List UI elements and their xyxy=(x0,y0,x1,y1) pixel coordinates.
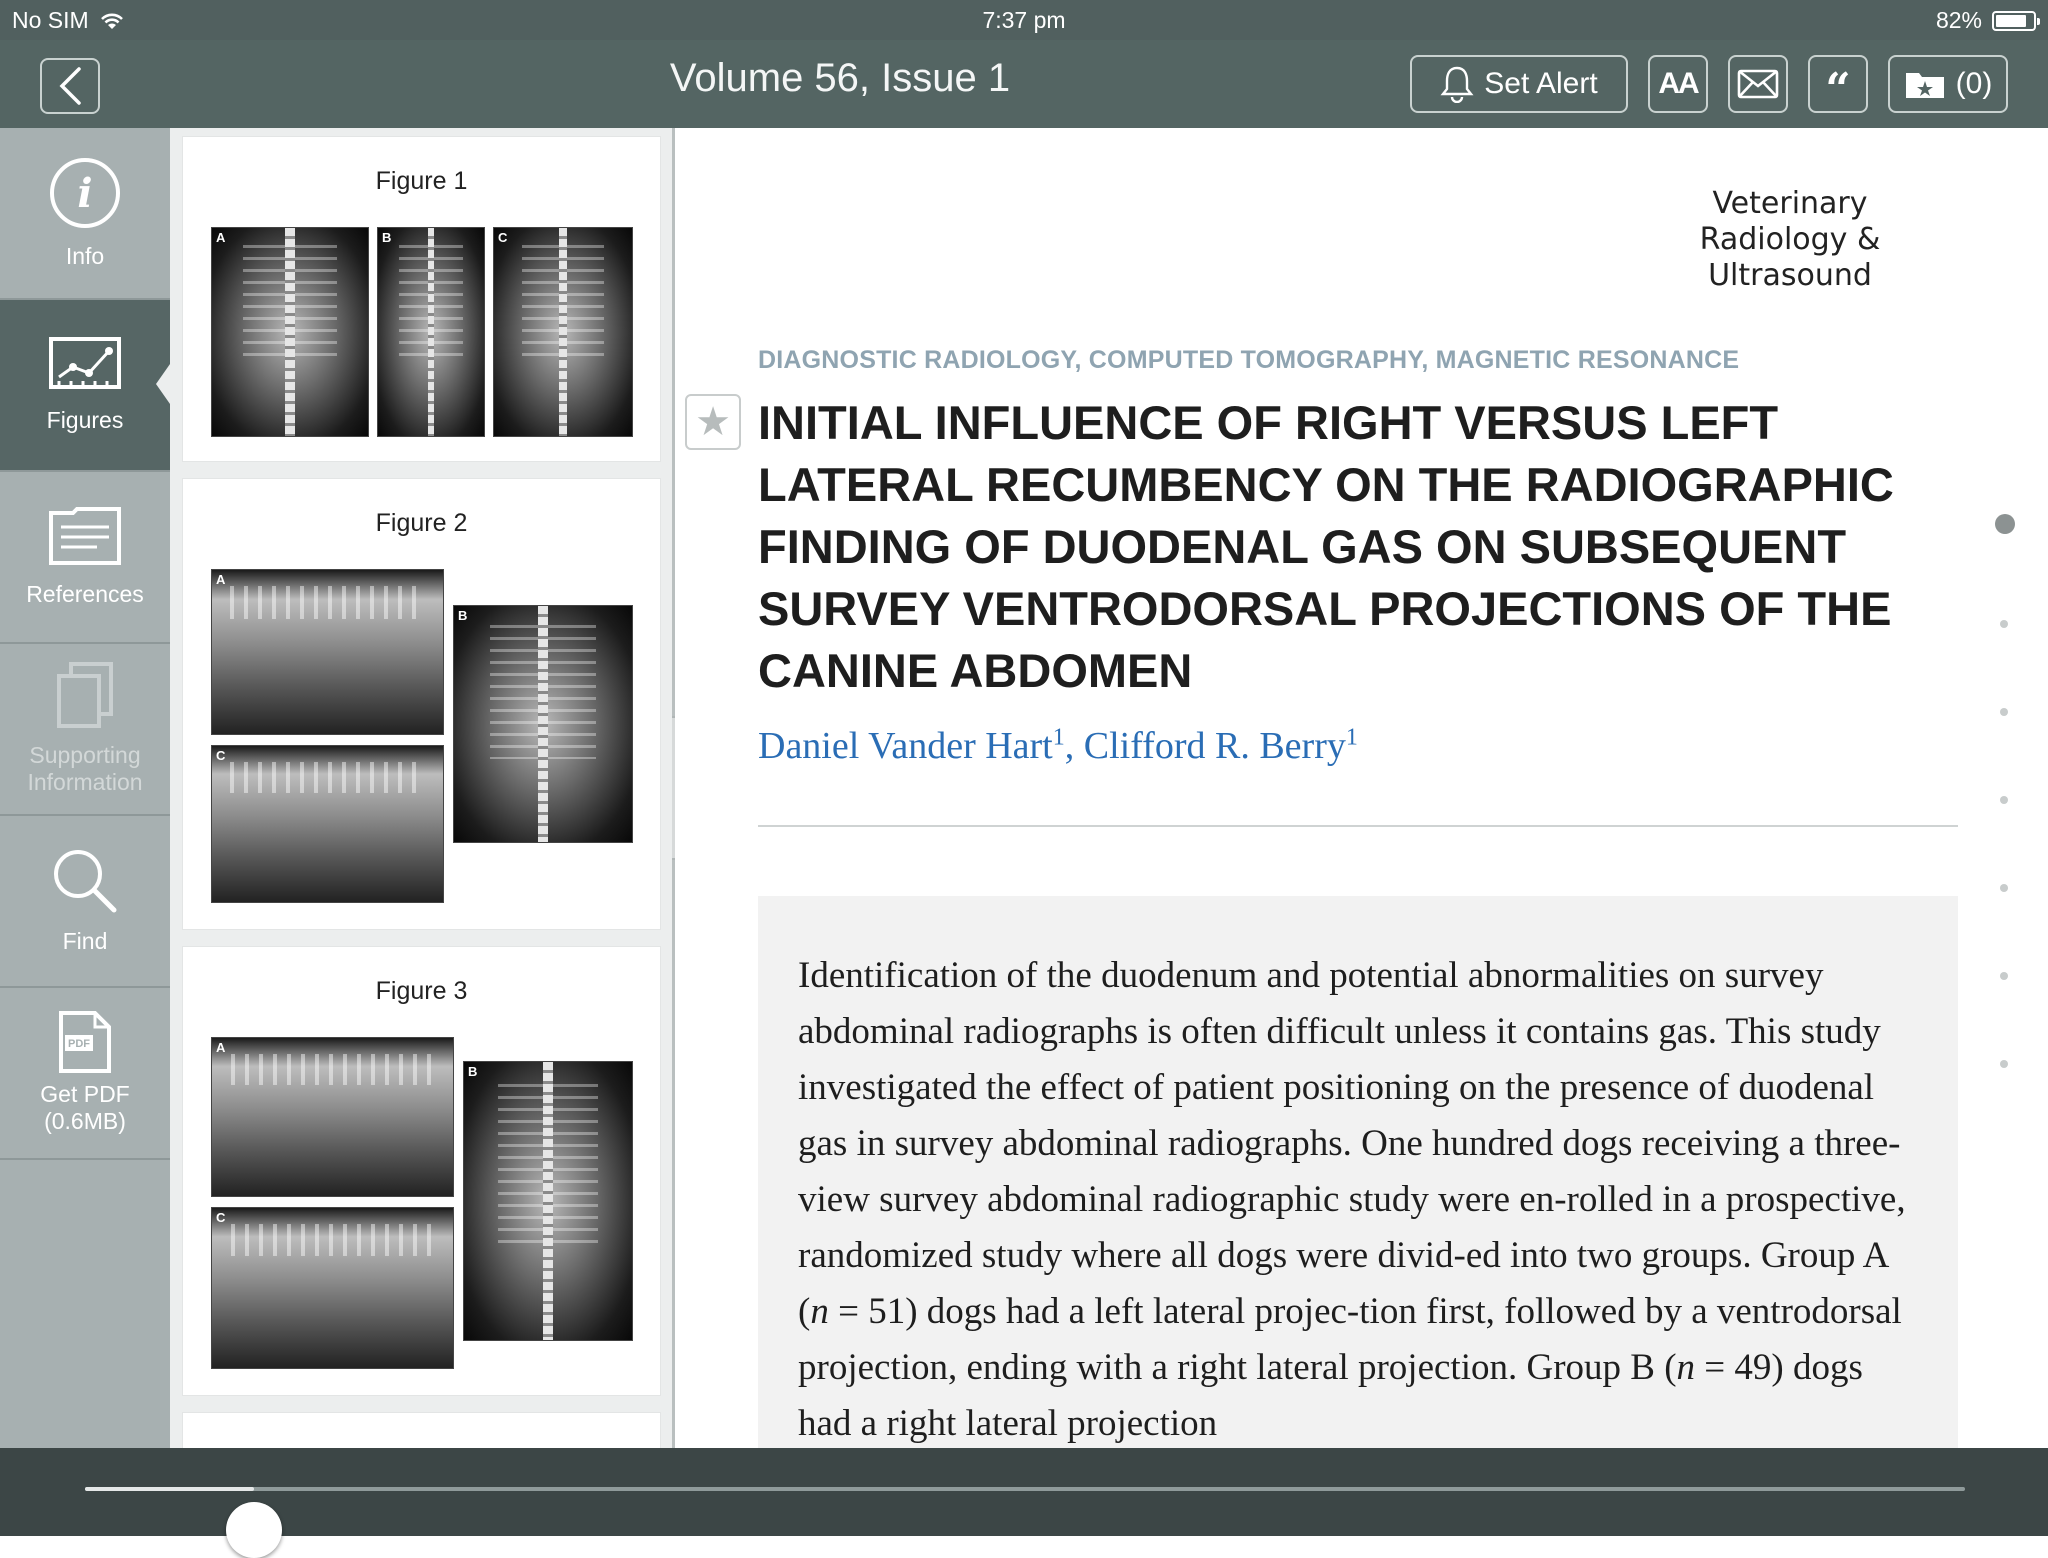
abstract-segment: = 51) dogs had a left lateral projec-tion first, followed by a ventrodorsal projection, ending with a right lateral projection. Group B ( xyxy=(798,1291,1902,1388)
slider-thumb[interactable] xyxy=(226,1502,282,1558)
pdf-size: (0.6MB) xyxy=(44,1108,126,1134)
sidebar-item-label: Information xyxy=(27,769,143,795)
affiliation-mark: 1 xyxy=(1345,724,1358,751)
section-label: DIAGNOSTIC RADIOLOGY, COMPUTED TOMOGRAPHY, MAGNETIC RESONANCE xyxy=(758,346,1740,374)
radiograph-image xyxy=(453,605,633,843)
page-dot-current[interactable] xyxy=(1995,514,2015,534)
page-dot[interactable] xyxy=(2000,972,2008,980)
email-button[interactable] xyxy=(1728,55,1788,113)
panel-label: B xyxy=(458,608,468,623)
svg-text:i: i xyxy=(77,169,93,217)
journal-name-line: Radiology & xyxy=(1699,222,1881,257)
figure-title: Figure 3 xyxy=(375,977,468,1005)
documents-icon xyxy=(55,662,115,728)
abstract-text xyxy=(798,948,1918,1448)
sidebar-item-figures[interactable] xyxy=(0,300,170,472)
star-icon: ★ xyxy=(695,400,731,444)
n-variable: n xyxy=(810,1291,829,1332)
figure-title: Figure 1 xyxy=(375,167,468,195)
panel-label: C xyxy=(498,230,508,245)
radiograph-image xyxy=(211,1207,454,1369)
journal-name-line: Veterinary xyxy=(1712,186,1868,221)
nav-bar xyxy=(0,40,2048,128)
figure-card[interactable] xyxy=(182,946,661,1396)
divider-line xyxy=(758,825,1958,827)
envelope-icon xyxy=(1737,69,1779,99)
sidebar-item-label: Get PDF xyxy=(40,1081,130,1107)
figure-card[interactable] xyxy=(182,136,661,462)
panel-label: B xyxy=(468,1064,478,1079)
figure-title: Figure 2 xyxy=(375,509,468,537)
radiograph-image xyxy=(377,227,485,437)
pdf-icon xyxy=(57,1011,113,1073)
battery-percent: 82% xyxy=(1935,7,1982,33)
sidebar-item-references[interactable] xyxy=(0,472,170,644)
article-view xyxy=(675,128,2048,1448)
issue-title: Volume 56, Issue 1 xyxy=(669,56,1011,100)
sidebar-item-label: Supporting xyxy=(29,742,141,768)
author-link[interactable]: Clifford R. Berry xyxy=(1083,725,1346,767)
sidebar-item-label: Info xyxy=(65,242,105,269)
chart-icon xyxy=(49,337,121,393)
panel-label: A xyxy=(216,1040,226,1055)
abstract-segment: Identification of the duodenum and potential abnormalities on survey abdominal radiographs is often difficult unless it contains gas. This study investigated the effect of patient positioning on the presence of duodenal gas in survey abdominal radiographs. One hundred dogs receiving a three-view survey abdominal radiographic study were en-rolled in a prospective, randomized study where all dogs were divid-ed into two groups. Group A ( xyxy=(798,955,1906,1332)
sidebar-item-label: References xyxy=(26,580,144,607)
page-dot[interactable] xyxy=(2000,796,2008,804)
abstract-segment: = 49) dogs had a right lateral projection xyxy=(798,1347,1863,1444)
reading-progress-slider[interactable] xyxy=(85,1487,1965,1491)
affiliation-mark: 1 xyxy=(1052,724,1065,751)
journal-name xyxy=(1625,186,1955,294)
sidebar-item-info[interactable] xyxy=(0,128,170,300)
sidebar-item-label: Figures xyxy=(46,406,124,433)
journal-name-line: Ultrasound xyxy=(1708,258,1872,293)
panel-label: B xyxy=(382,230,392,245)
sidebar-item-find[interactable] xyxy=(0,816,170,988)
radiograph-image xyxy=(211,745,444,903)
status-time: 7:37 pm xyxy=(982,7,1066,33)
references-icon xyxy=(49,507,121,567)
bottom-bar xyxy=(0,1448,2048,1536)
set-alert-button[interactable] xyxy=(1410,55,1628,113)
pdf-badge: PDF xyxy=(68,1038,90,1050)
panel-label: C xyxy=(216,748,226,763)
battery-icon xyxy=(1992,11,2036,31)
slider-fill xyxy=(85,1487,254,1491)
info-icon xyxy=(49,157,121,229)
sidebar-item-get-pdf[interactable] xyxy=(0,988,170,1160)
article-title: INITIAL INFLUENCE OF RIGHT VERSUS LEFT LATERAL RECUMBENCY ON THE RADIOGRAPHIC FINDING OF DUODENAL GAS ON SUBSEQUENT SURVEY VENTRODORSAL PROJECTIONS OF THE CANINE ABDOMEN xyxy=(758,396,1894,697)
sidebar-item-supporting-information[interactable] xyxy=(0,644,170,816)
carrier-label: No SIM xyxy=(12,7,89,33)
active-pointer-icon xyxy=(156,364,170,404)
radiograph-image xyxy=(211,569,444,735)
page-dot[interactable] xyxy=(2000,884,2008,892)
status-bar xyxy=(0,0,2048,40)
panel-label: A xyxy=(216,230,226,245)
figure-card[interactable] xyxy=(182,478,661,930)
page-dot[interactable] xyxy=(2000,620,2008,628)
figures-panel xyxy=(170,128,672,1448)
text-size-button[interactable] xyxy=(1648,55,1708,113)
sidebar xyxy=(0,128,170,1448)
author-link[interactable]: Daniel Vander Hart xyxy=(758,725,1053,767)
sidebar-item-label: Find xyxy=(62,927,108,954)
panel-label: C xyxy=(216,1210,226,1225)
bell-icon xyxy=(1440,65,1474,103)
saved-articles-button[interactable] xyxy=(1888,55,2008,113)
figure-card[interactable] xyxy=(182,1412,661,1448)
set-alert-label: Set Alert xyxy=(1484,67,1598,100)
search-icon xyxy=(52,848,118,914)
author-list: Daniel Vander Hart$^1$, Clifford R. Berry$^1$ xyxy=(758,724,1358,767)
cite-button[interactable] xyxy=(1808,55,1868,113)
panel-label: A xyxy=(216,572,226,587)
saved-count: (0) xyxy=(1955,67,1993,100)
text-size-icon: AA xyxy=(1658,67,1698,100)
page-dot[interactable] xyxy=(2000,708,2008,716)
quote-icon: “ xyxy=(1825,64,1851,115)
abstract-box xyxy=(758,896,1958,1448)
radiograph-image xyxy=(463,1061,633,1341)
radiograph-image xyxy=(211,1037,454,1197)
page-dot[interactable] xyxy=(2000,1060,2008,1068)
starred-folder-icon xyxy=(1904,68,1946,100)
radiograph-image xyxy=(211,227,369,437)
radiograph-image xyxy=(493,227,633,437)
n-variable: n xyxy=(1676,1347,1696,1388)
favorite-star-button[interactable] xyxy=(685,394,741,450)
